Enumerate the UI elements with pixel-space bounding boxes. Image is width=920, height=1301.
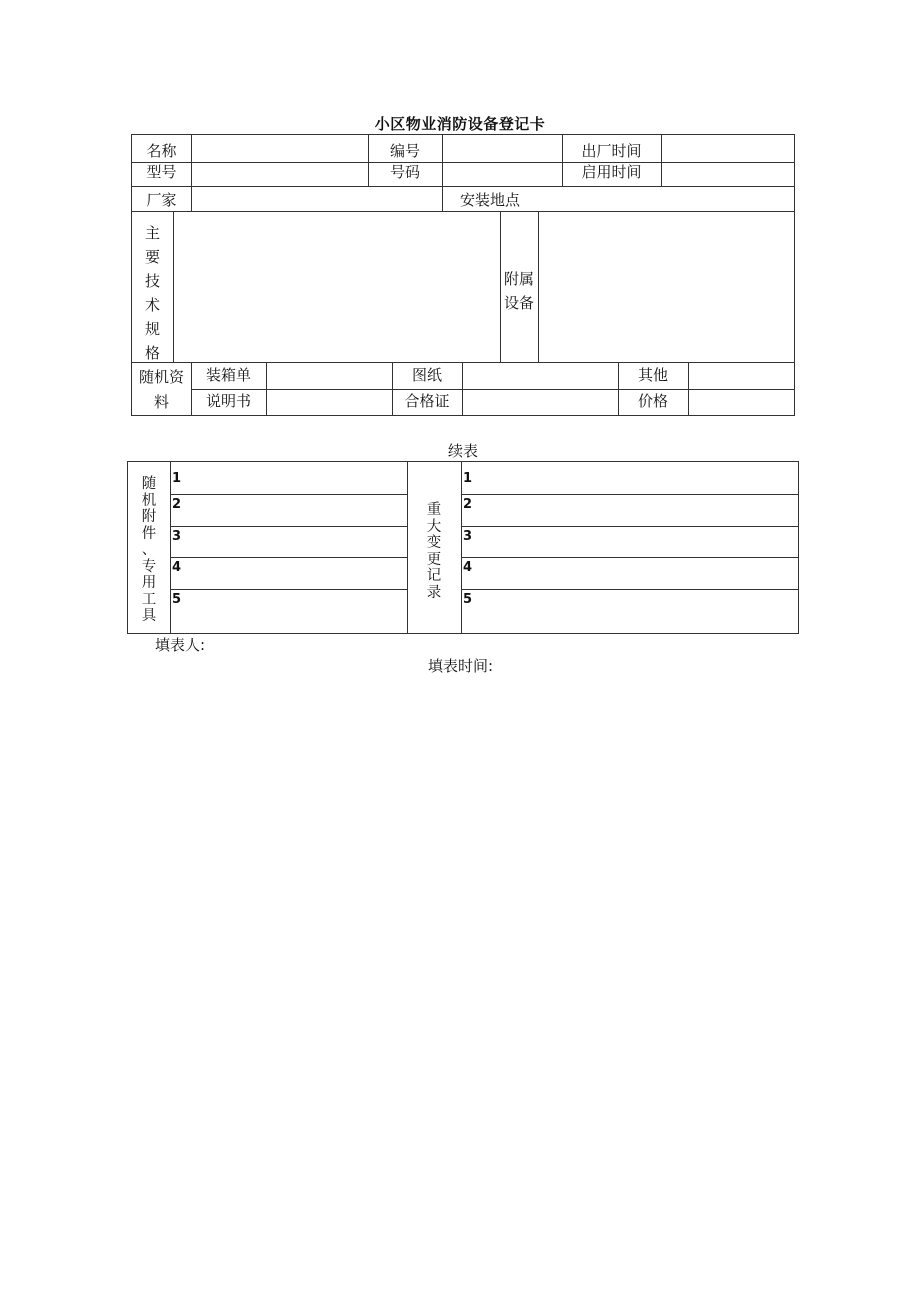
tools-label-char: 专 bbox=[141, 558, 157, 575]
tools-label-char: 机 bbox=[141, 492, 157, 509]
code-label: 号码 bbox=[389, 163, 420, 181]
manufacturer-field[interactable] bbox=[192, 187, 442, 211]
changes-label-char: 录 bbox=[426, 584, 442, 601]
other-label: 其他 bbox=[637, 366, 668, 384]
start-date-field[interactable] bbox=[662, 163, 794, 186]
manufacturer-label: 厂家 bbox=[146, 191, 177, 209]
tools-row-number: 2 bbox=[172, 497, 182, 512]
price-field[interactable] bbox=[689, 390, 794, 415]
accessory-label-line: 附属 bbox=[503, 270, 534, 288]
tools-row-field[interactable] bbox=[184, 590, 407, 633]
tools-label-char: 用 bbox=[141, 575, 157, 591]
continued-table bbox=[127, 461, 799, 634]
changes-row-field[interactable] bbox=[475, 558, 798, 589]
docs-label bbox=[132, 365, 191, 415]
tools-row-number: 1 bbox=[172, 471, 182, 486]
docs-label-line: 随机资 bbox=[138, 368, 184, 386]
specs-label-char: 技 bbox=[144, 272, 160, 290]
name-label: 名称 bbox=[146, 142, 177, 160]
tools-row-field[interactable] bbox=[184, 558, 407, 589]
drawings-field[interactable] bbox=[463, 363, 618, 389]
continued-label: 续表 bbox=[448, 442, 479, 460]
packing-list-field[interactable] bbox=[267, 363, 392, 389]
number-label: 编号 bbox=[389, 142, 420, 160]
accessory-equipment-label bbox=[500, 267, 538, 315]
manual-field[interactable] bbox=[267, 390, 392, 415]
tools-label-char: 、 bbox=[141, 542, 157, 558]
page-title: 小区物业消防设备登记卡 bbox=[374, 115, 546, 133]
location-label: 安装地点 bbox=[460, 191, 521, 209]
other-field[interactable] bbox=[689, 363, 794, 389]
tools-row-number: 3 bbox=[172, 529, 182, 544]
changes-row-field[interactable] bbox=[475, 495, 798, 526]
changes-row-number: 1 bbox=[463, 471, 473, 486]
changes-label-char: 大 bbox=[426, 518, 442, 535]
factory-date-field[interactable] bbox=[662, 135, 794, 162]
code-field[interactable] bbox=[443, 163, 562, 186]
filled-by-label: 填表人: bbox=[155, 636, 206, 654]
tools-label-char: 具 bbox=[141, 608, 157, 624]
col-divider bbox=[442, 186, 443, 211]
tools-row-field[interactable] bbox=[184, 495, 407, 526]
accessory-label-line: 设备 bbox=[503, 294, 534, 312]
tools-label-char: 件 bbox=[141, 525, 157, 542]
certificate-label: 合格证 bbox=[404, 392, 450, 410]
specs-label-char: 格 bbox=[144, 344, 160, 362]
start-date-label: 启用时间 bbox=[581, 163, 642, 181]
registration-card-table bbox=[131, 134, 795, 416]
specs-field[interactable] bbox=[174, 212, 500, 362]
price-label: 价格 bbox=[637, 392, 668, 410]
certificate-field[interactable] bbox=[463, 390, 618, 415]
changes-label-char: 变 bbox=[426, 535, 442, 551]
tools-row-number: 5 bbox=[172, 592, 182, 607]
model-field[interactable] bbox=[192, 163, 368, 186]
changes-label-char: 记 bbox=[426, 568, 442, 584]
tools-label-char: 随 bbox=[141, 476, 157, 492]
model-label: 型号 bbox=[146, 163, 177, 181]
changes-row-field[interactable] bbox=[475, 527, 798, 557]
fill-time-label: 填表时间: bbox=[428, 657, 494, 675]
changes-row-number: 4 bbox=[463, 560, 473, 575]
tools-row-number: 4 bbox=[172, 560, 182, 575]
drawings-label: 图纸 bbox=[411, 366, 442, 384]
accessory-equipment-field[interactable] bbox=[539, 212, 794, 362]
number-field[interactable] bbox=[443, 135, 562, 162]
manual-label: 说明书 bbox=[205, 392, 251, 410]
changes-row-field[interactable] bbox=[475, 590, 798, 633]
specs-label bbox=[132, 221, 173, 365]
specs-label-char: 术 bbox=[144, 296, 160, 314]
name-field[interactable] bbox=[192, 135, 368, 162]
tools-label-char: 工 bbox=[141, 591, 157, 608]
col-divider bbox=[170, 462, 171, 633]
specs-label-char: 规 bbox=[144, 320, 160, 338]
changes-row-number: 2 bbox=[463, 497, 473, 512]
changes-row-number: 3 bbox=[463, 529, 473, 544]
changes-row-field[interactable] bbox=[475, 462, 798, 494]
docs-label-line: 料 bbox=[153, 393, 169, 411]
tools-label-char: 附 bbox=[141, 509, 157, 525]
changes-label-char: 更 bbox=[426, 551, 442, 568]
specs-label-char: 要 bbox=[144, 248, 160, 266]
changes-row-number: 5 bbox=[463, 592, 473, 607]
factory-date-label: 出厂时间 bbox=[581, 142, 642, 160]
tools-label bbox=[128, 476, 170, 625]
changes-label bbox=[407, 502, 461, 601]
col-divider bbox=[461, 462, 462, 633]
packing-list-label: 装箱单 bbox=[205, 366, 251, 384]
changes-label-char: 重 bbox=[426, 502, 442, 518]
tools-row-field[interactable] bbox=[184, 462, 407, 494]
specs-label-char: 主 bbox=[144, 224, 160, 242]
tools-row-field[interactable] bbox=[184, 527, 407, 557]
